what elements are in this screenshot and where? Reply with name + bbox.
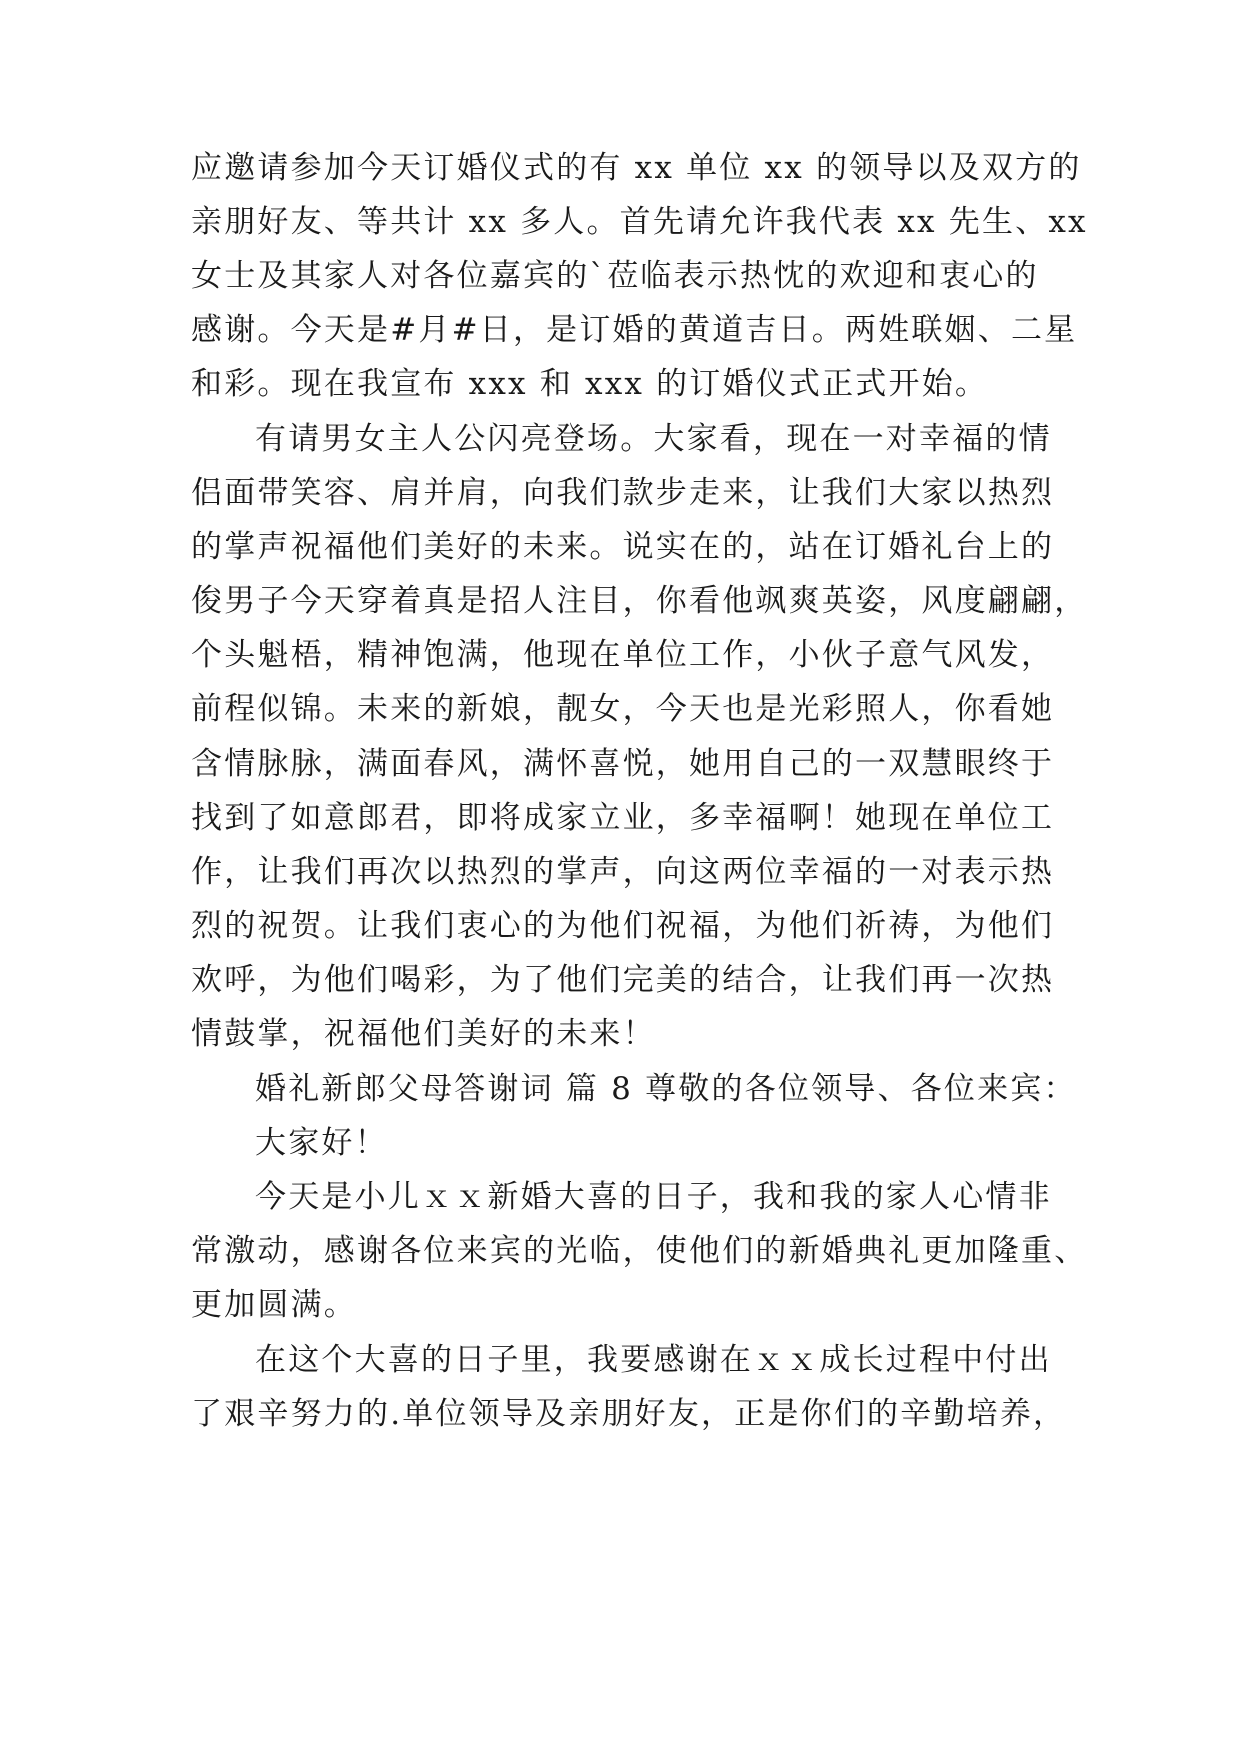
text-line: 前程似锦。未来的新娘，靓女，今天也是光彩照人，你看她 (191, 691, 1055, 727)
text-line: 烈的祝贺。让我们衷心的为他们祝福，为他们祈祷，为他们 (191, 908, 1055, 944)
text-line: 更加圆满。 (191, 1287, 357, 1323)
greeting-line: 大家好！ (255, 1125, 388, 1161)
text-line: 含情脉脉，满面春风，满怀喜悦，她用自己的一双慧眼终于 (191, 746, 1055, 782)
text-line: 侣面带笑容、肩并肩，向我们款步走来，让我们大家以热烈 (191, 475, 1055, 511)
text-line: 找到了如意郎君，即将成家立业，多幸福啊！她现在单位工 (191, 800, 1055, 836)
text-line: 欢呼，为他们喝彩，为了他们完美的结合，让我们再一次热 (191, 962, 1055, 998)
text-line: 常激动，感谢各位来宾的光临，使他们的新婚典礼更加隆重、 (191, 1233, 1088, 1269)
section-heading-line: 婚礼新郎父母答谢词 篇 8 尊敬的各位领导、各位来宾： (255, 1071, 1077, 1107)
text-line: 今天是小儿ｘｘ新婚大喜的日子，我和我的家人心情非 (255, 1179, 1052, 1215)
text-line: 的掌声祝福他们美好的未来。说实在的，站在订婚礼台上的 (191, 529, 1055, 565)
text-line: 和彩。现在我宣布 xxx 和 xxx 的订婚仪式正式开始。 (191, 366, 989, 402)
text-line: 在这个大喜的日子里，我要感谢在ｘｘ成长过程中付出 (255, 1342, 1052, 1378)
text-line: 个头魁梧，精神饱满，他现在单位工作，小伙子意气风发， (191, 637, 1055, 673)
text-line: 亲朋好友、等共计 xx 多人。首先请允许我代表 xx 先生、xx (191, 204, 1088, 240)
text-line: 女士及其家人对各位嘉宾的`莅临表示热忱的欢迎和衷心的 (191, 258, 1039, 294)
text-line: 了艰辛努力的.单位领导及亲朋好友，正是你们的辛勤培养， (191, 1396, 1067, 1432)
text-line: 情鼓掌，祝福他们美好的未来！ (191, 1016, 656, 1052)
text-line: 感谢。今天是#月#日，是订婚的黄道吉日。两姓联姻、二星 (191, 312, 1078, 348)
text-line: 应邀请参加今天订婚仪式的有 xx 单位 xx 的领导以及双方的 (191, 150, 1082, 186)
text-line: 有请男女主人公闪亮登场。大家看，现在一对幸福的情 (255, 421, 1052, 457)
text-line: 作，让我们再次以热烈的掌声，向这两位幸福的一对表示热 (191, 854, 1055, 890)
text-line: 俊男子今天穿着真是招人注目，你看他飒爽英姿，风度翩翩， (191, 583, 1088, 619)
